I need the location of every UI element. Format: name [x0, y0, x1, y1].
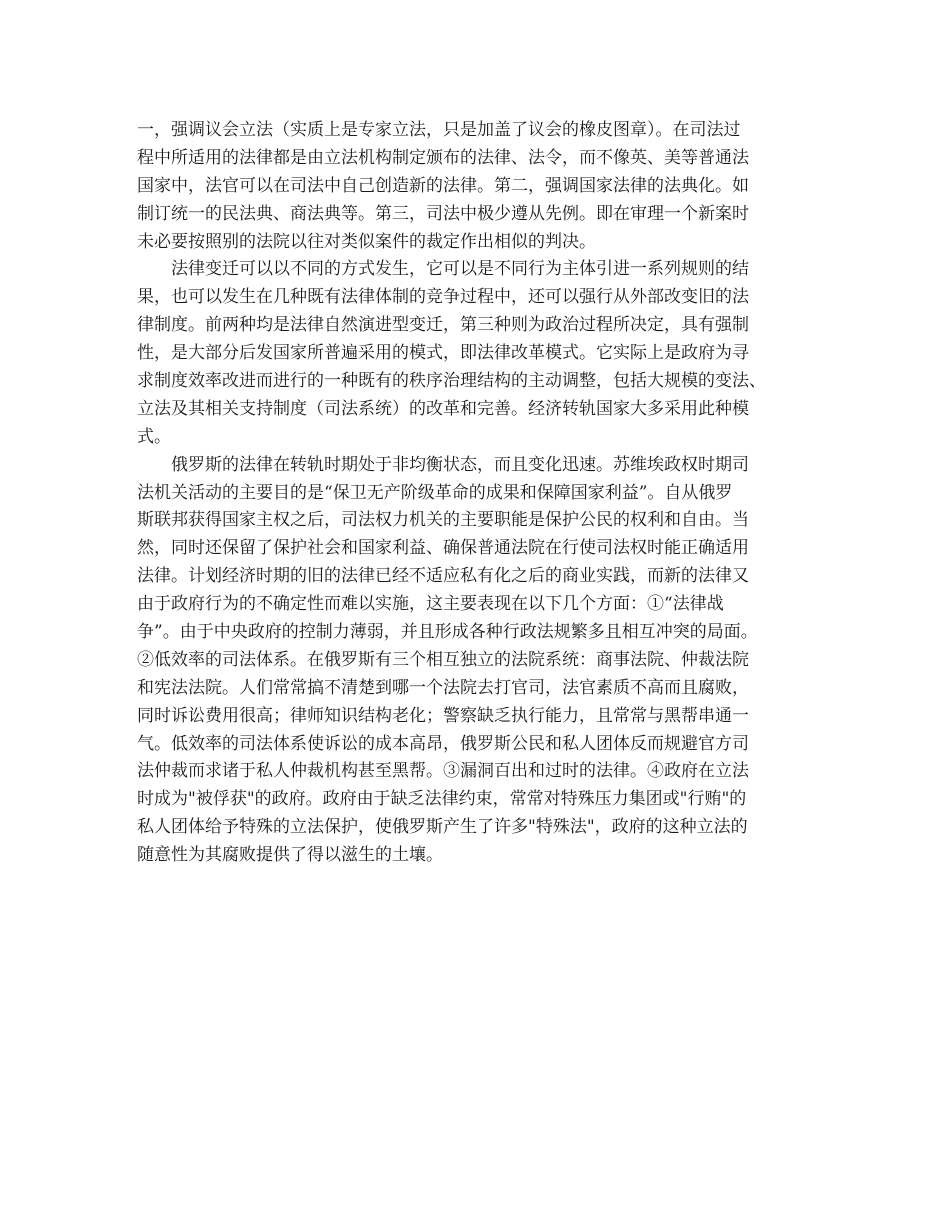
text-line: 法机关活动的主要目的是“保卫无产阶级革命的成果和保障国家利益”。自从俄罗 [137, 482, 733, 503]
text-line: ②低效率的司法体系。在俄罗斯有三个相互独立的法院系统：商事法院、仲裁法院 [137, 649, 749, 670]
text-line: 然，同时还保留了保护社会和国家利益、确保普通法院在行使司法权时能正确适用 [137, 538, 749, 559]
text-line: 未必要按照别的法院以往对类似案件的裁定作出相似的判决。 [137, 231, 596, 252]
text-line: 争”。由于中央政府的控制力薄弱，并且形成各种行政法规繁多且相互冲突的局面。 [137, 622, 758, 643]
text-line: 随意性为其腐败提供了得以滋生的土壤。 [137, 845, 443, 866]
text-line: 法仲裁而求诸于私人仲裁机构甚至黑帮。③漏洞百出和过时的法律。④政府在立法 [137, 761, 749, 782]
text-line: 法律。计划经济时期的旧的法律已经不适应私有化之后的商业实践，而新的法律又 [137, 566, 749, 587]
text-line: 果，也可以发生在几种既有法律体制的竞争过程中，还可以强行从外部改变旧的法 [137, 287, 749, 308]
text-line: 性，是大部分后发国家所普遍采用的模式，即法律改革模式。它实际上是政府为寻 [137, 343, 749, 364]
paragraph-1 [137, 117, 825, 256]
text-line: 求制度效率改进而进行的一种既有的秩序治理结构的主动调整，包括大规模的变法、 [137, 371, 766, 392]
text-line: 律制度。前两种均是法律自然演进型变迁，第三种则为政治过程所决定，具有强制 [137, 315, 749, 336]
text-line: 气。低效率的司法体系使诉讼的成本高昂，俄罗斯公民和私人团体反而规避官方司 [137, 733, 749, 754]
document-body [137, 117, 825, 870]
text-line: 立法及其相关支持制度（司法系统）的改革和完善。经济转轨国家大多采用此种模 [137, 398, 749, 419]
text-line: 程中所适用的法律都是由立法机构制定颁布的法律、法令，而不像英、美等普通法 [137, 147, 749, 168]
text-line: 国家中，法官可以在司法中自己创造新的法律。第二，强调国家法律的法典化。如 [137, 175, 749, 196]
paragraph-3 [137, 452, 825, 870]
text-line: 时成为"被俘获"的政府。政府由于缺乏法律约束，常常对特殊压力集团或"行贿"的 [137, 789, 747, 810]
paragraph-2 [137, 256, 825, 451]
text-line: 制订统一的民法典、商法典等。第三，司法中极少遵从先例。即在审理一个新案时 [137, 203, 749, 224]
text-line: 由于政府行为的不确定性而难以实施，这主要表现在以下几个方面：①“法律战 [137, 594, 724, 615]
text-line: 和宪法法院。人们常常搞不清楚到哪一个法院去打官司，法官素质不高而且腐败， [137, 677, 749, 698]
text-line: 法律变迁可以以不同的方式发生，它可以是不同行为主体引进一系列规则的结 [137, 259, 749, 280]
text-line: 俄罗斯的法律在转轨时期处于非均衡状态，而且变化迅速。苏维埃政权时期司 [137, 454, 749, 475]
text-line: 私人团体给予特殊的立法保护，使俄罗斯产生了许多"特殊法"，政府的这种立法的 [137, 817, 748, 838]
text-line: 斯联邦获得国家主权之后，司法权力机关的主要职能是保护公民的权利和自由。当 [137, 510, 749, 531]
text-line: 式。 [137, 426, 171, 447]
text-line: 同时诉讼费用很高；律师知识结构老化；警察缺乏执行能力，且常常与黑帮串通一 [137, 705, 749, 726]
text-line: 一，强调议会立法（实质上是专家立法，只是加盖了议会的橡皮图章）。在司法过 [137, 120, 741, 140]
